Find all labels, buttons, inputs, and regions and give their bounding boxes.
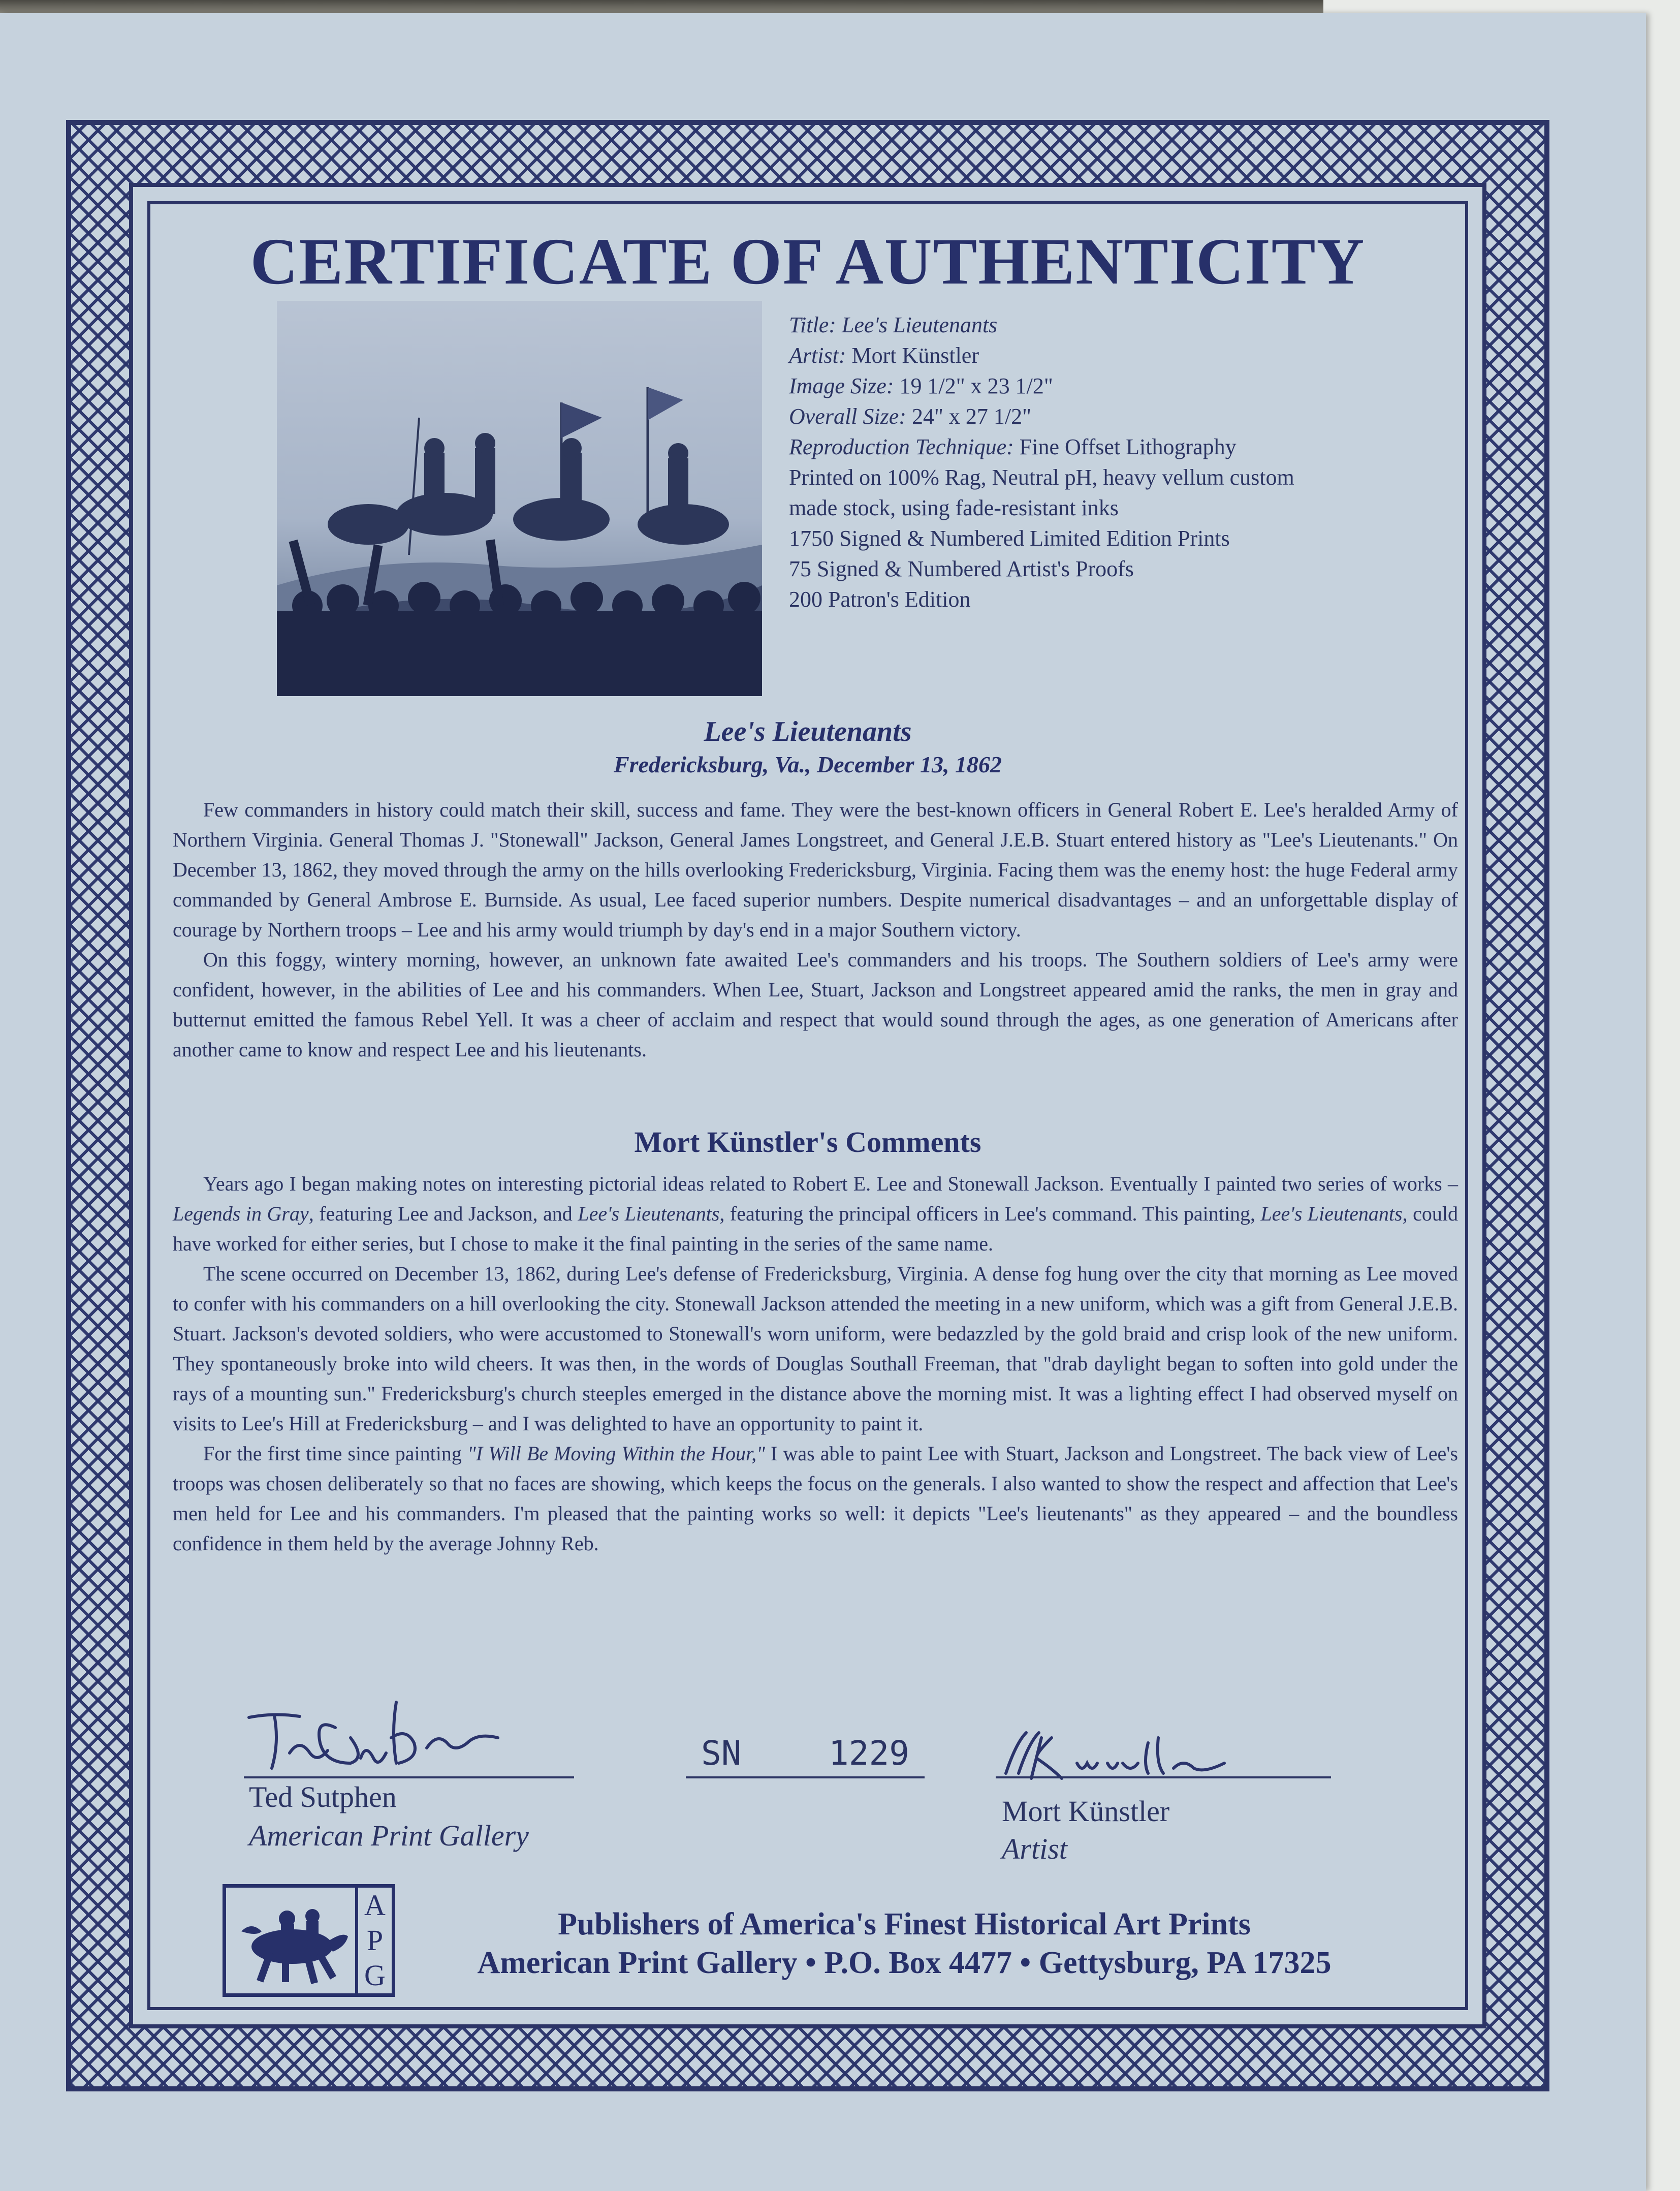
story-body — [173, 795, 1458, 1065]
painting-illustration — [277, 301, 762, 696]
right-signer-role: Artist — [1002, 1832, 1067, 1865]
logo-letters: A P G — [355, 1888, 392, 1993]
certificate-title: CERTIFICATE OF AUTHENTICITY — [250, 225, 1366, 298]
story-title: Lee's Lieutenants — [704, 716, 912, 747]
cavalry-logo-icon — [231, 1896, 353, 1987]
publisher-tagline: Publishers of America's Finest Historical Art Prints — [558, 1907, 1251, 1942]
detail-title: Title: Lee's Lieutenants — [789, 312, 998, 337]
apg-logo — [223, 1884, 395, 1997]
serial-value: 1229 — [829, 1734, 909, 1773]
detail-edition-1: 1750 Signed & Numbered Limited Edition Prints — [789, 526, 1230, 551]
comments-title: Mort Künstler's Comments — [634, 1125, 981, 1159]
right-signer-name: Mort Künstler — [1002, 1795, 1170, 1828]
story-paragraph-2: On this foggy, wintery morning, however, an unknown fate awaited Lee's commanders and his troops. The Southern soldiers of Lee's army were confident, however, in the abilities of Lee and his commanders. When Lee, Stuart, Jackson and Longstreet appeared amid the ranks, the men in gray and butternut emitted the famous Rebel Yell. It was a cheer of acclaim and respect that would sound through the ages, as one generation of Americans after another came to know and respect Lee and his lieutenants. — [173, 948, 1458, 1061]
serial-number — [686, 1734, 925, 1773]
painting-image — [277, 301, 762, 696]
left-signer-role: American Print Gallery — [249, 1819, 529, 1852]
detail-overall-size: Overall Size: 24" x 27 1/2" — [789, 404, 1032, 429]
detail-edition-3: 200 Patron's Edition — [789, 587, 971, 612]
ted-sutphen-signature — [244, 1697, 569, 1778]
story-paragraph-1: Few commanders in history could match their skill, success and fame. They were the best-known officers in General Robert E. Lee's heralded Army of Northern Virginia. General Thomas J. "Stonewall" Jackson, General James Longstreet, and General J.E.B. Stuart entered history as "Lee's Lieutenants." On December 13, 1862, they moved through the army on the hills overlooking Fredericksburg, Virginia. Facing them was the enemy host: the huge Federal army commanded by General Ambrose E. Burnside. As usual, Lee faced superior numbers. Despite numerical disadvantages – and an unforgettable display of courage by Northern troops – Lee and his army would triumph by day's end in a major Southern victory. — [173, 798, 1458, 941]
comments-paragraph-3: For the first time since painting "I Will Be Moving Within the Hour," I was able to paint Lee with Stuart, Jackson and Longstreet. The back view of Lee's troops was chosen deliberately so that no faces are showing, which keeps the focus on the generals. I also wanted to show the respect and affection that Lee's men held for Lee and his commanders. I'm pleased that the painting works so well: it depicts "Lee's lieutenants" as they appeared – and the boundless confidence in them held by the average Johnny Reb. — [173, 1442, 1458, 1555]
comments-paragraph-1: Years ago I began making notes on interesting pictorial ideas related to Robert E. Lee and Stonewall Jackson. Eventually I painted two series of works – Legends in Gray, featuring Lee and Jackson, and Lee's Lieutenants, featuring the principal officers in Lee's command. This painting, Lee's Lieutenants, could have worked for either series, but I chose to make it the final painting in the series of the same name. — [173, 1172, 1458, 1255]
publisher-address: American Print Gallery • P.O. Box 4477 • Gettysburg, PA 17325 — [477, 1946, 1332, 1980]
print-details — [789, 310, 1399, 615]
comments-body — [173, 1169, 1458, 1558]
detail-technique: Reproduction Technique: Fine Offset Lithography — [789, 434, 1237, 459]
detail-edition-2: 75 Signed & Numbered Artist's Proofs — [789, 556, 1134, 581]
serial-label: SN — [701, 1734, 742, 1773]
left-signer-name: Ted Sutphen — [249, 1780, 397, 1813]
detail-paper-line-1: Printed on 100% Rag, Neutral pH, heavy vellum custom — [789, 465, 1294, 490]
detail-paper-line-2: made stock, using fade-resistant inks — [789, 495, 1119, 520]
detail-artist: Artist: Mort Künstler — [789, 343, 979, 368]
serial-line — [686, 1776, 925, 1778]
story-subtitle: Fredericksburg, Va., December 13, 1862 — [613, 752, 1002, 777]
left-signature-line — [244, 1776, 574, 1778]
detail-image-size: Image Size: 19 1/2" x 23 1/2" — [789, 373, 1053, 398]
right-signature-line — [996, 1776, 1331, 1778]
comments-paragraph-2: The scene occurred on December 13, 1862, during Lee's defense of Fredericksburg, Virginia. A dense fog hung over the city that morning as Lee moved to confer with his commanders on a hill overlooking the city. Stonewall Jackson attended the meeting in a new uniform, which was a gift from General J.E.B. Stuart. Jackson's devoted soldiers, who were accustomed to Stonewall's worn uniform, were bedazzled by the gold braid and crisp look of the new uniform. They spontaneously broke into wild cheers. It was then, in the words of Douglas Southall Freeman, that "drab daylight began to soften into gold under the rays of a mounting sun." Fredericksburg's church steeples emerged in the distance above the morning mist. It was a lighting effect I had observed myself on visits to Lee's Hill at Fredericksburg – and I was delighted to have an opportunity to paint it. — [173, 1262, 1458, 1435]
